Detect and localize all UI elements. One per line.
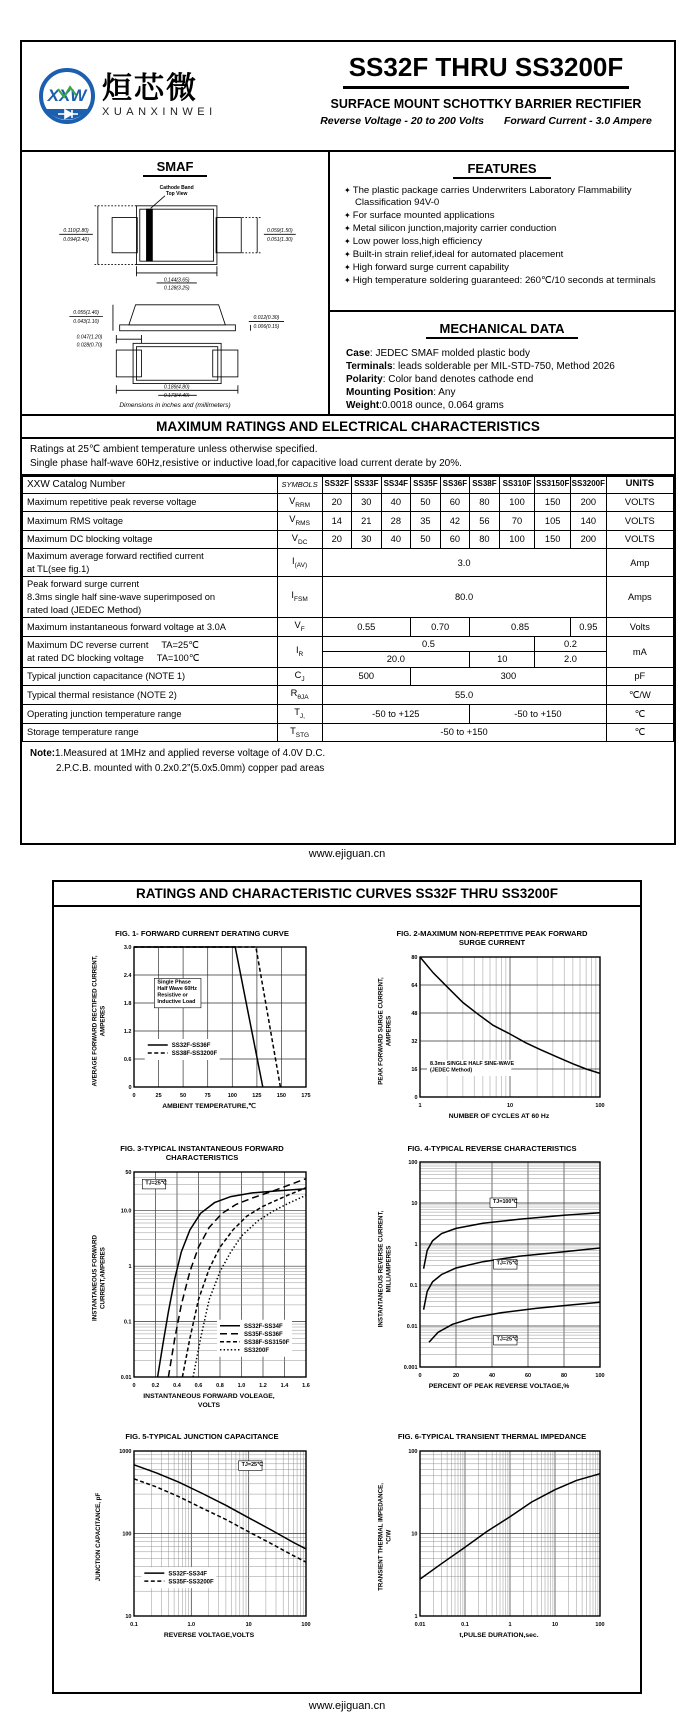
table-cell: 60	[440, 530, 470, 549]
dim-label: 0.012(0.30)	[253, 315, 280, 322]
x-tick-label: 0.1	[460, 1621, 469, 1628]
bullet-icon: ✦	[344, 275, 351, 285]
table-row	[23, 618, 674, 637]
table-cell: 80	[470, 530, 500, 549]
x-tick-label: 10	[245, 1621, 252, 1628]
x-tick-label: 75	[204, 1093, 211, 1100]
table-cell: 2.0	[535, 652, 606, 668]
note-line-1: Note:1.Measured at 1MHz and applied reverse voltage of 4.0V D.C.	[30, 748, 326, 760]
column-header: SYMBOLS	[277, 477, 322, 494]
feature-item: ✦ Built-in strain relief,ideal for automated placement	[344, 248, 564, 260]
row-unit: Amp	[606, 549, 673, 577]
row-unit: pF	[606, 667, 673, 686]
svg-text:Resistive or: Resistive or	[156, 993, 188, 1000]
row-label: Maximum average forward rectified current at TL(see fig.1)	[23, 549, 278, 577]
website-url: www.ejiguan.cn	[308, 848, 386, 860]
column-header-part: SS3200F	[571, 477, 607, 494]
bullet-icon: ✦	[344, 223, 351, 233]
x-tick-label: 100	[300, 1621, 311, 1628]
legend-entry: SS35F-SS3200F	[167, 1579, 214, 1586]
mech-line-mounting: Mounting Position: Any	[346, 387, 456, 398]
note-line-2: 2.P.C.B. mounted with 0.2x0.2”(5.0x5.0mm) copper pad areas	[56, 763, 325, 775]
chart-legend	[217, 1320, 292, 1357]
table-cell: 500	[322, 667, 411, 686]
tagline-forward-current: Forward Current - 3.0 Ampere	[503, 115, 652, 127]
fig4-chart	[393, 1156, 608, 1381]
logo-block	[22, 42, 298, 150]
chart-legend	[141, 1567, 216, 1588]
table-cell: 55.0	[322, 686, 606, 705]
condition-line-2: Single phase half-wave 60Hz,resistive or inductive load,for capacitive load current derate by 20%.	[30, 457, 462, 469]
y-tick-label: 1000	[118, 1448, 131, 1455]
row-label: Storage temperature range	[23, 723, 278, 742]
datasheet-page-2	[52, 880, 642, 1694]
chart-annotation	[142, 1179, 167, 1189]
legend-entry: SS32F-SS34F	[243, 1323, 283, 1330]
bullet-icon: ✦	[344, 249, 351, 259]
y-tick-label: 0.001	[403, 1365, 417, 1372]
figure-title: FIG. 1- FORWARD CURRENT DERATING CURVE	[115, 929, 289, 938]
column-header-part: SS33F	[352, 477, 382, 494]
table-cell: 56	[470, 512, 500, 531]
bullet-icon: ✦	[344, 236, 351, 246]
row-symbol: $V_{RMS}$	[277, 512, 322, 531]
figure-peak-forward-surge	[348, 929, 636, 1122]
figure-y-axis-label: INSTANTANEOUS FORWARD CURRENT,AMPERES	[90, 1235, 106, 1322]
y-tick-label: 48	[410, 1010, 417, 1017]
table-cell: 20	[322, 530, 352, 549]
ratings-table-grid	[22, 476, 674, 742]
x-tick-label: 175	[300, 1093, 311, 1100]
row-label: Maximum RMS voltage	[23, 512, 278, 531]
y-tick-label: 10.0	[120, 1208, 131, 1215]
table-cell: 200	[571, 530, 607, 549]
figure-title: FIG. 2-MAXIMUM NON-REPETITIVE PEAK FORWARD SURGE CURRENT	[396, 929, 588, 948]
table-cell: 100	[499, 530, 535, 549]
figure-junction-capacitance	[58, 1432, 346, 1640]
package-drawing	[49, 179, 301, 397]
dim-label: 0.006(0.15)	[253, 324, 280, 331]
table-cell: 30	[352, 530, 382, 549]
figure-x-axis-label: t,PULSE DURATION,sec.	[459, 1631, 539, 1639]
table-cell: -50 to +150	[322, 723, 606, 742]
y-tick-label: 64	[410, 982, 417, 989]
table-cell: 0.70	[411, 618, 470, 637]
table-cell: 0.85	[470, 618, 571, 637]
svg-text:TJ=100℃: TJ=100℃	[492, 1199, 517, 1206]
table-cell: 150	[535, 493, 571, 512]
table-row	[23, 549, 674, 577]
feature-item: ✦ High forward surge current capability	[344, 261, 509, 273]
feature-item: ✦ The plastic package carries Underwriters Laboratory Flammability Classification 94V-0	[344, 185, 632, 208]
figures-grid	[54, 907, 640, 1641]
table-cell: 0.95	[571, 618, 607, 637]
page-subtitle: SURFACE MOUNT SCHOTTKY BARRIER RECTIFIER	[330, 97, 642, 111]
table-cell: 40	[381, 493, 411, 512]
table-cell: 21	[352, 512, 382, 531]
y-tick-label: 1.8	[123, 1001, 131, 1008]
figure-x-axis-label: INSTANTANEOUS FORWARD VOLEAGE, VOLTS	[143, 1392, 275, 1409]
table-cell: 50	[411, 530, 441, 549]
figure-x-axis-label: NUMBER OF CYCLES AT 60 Hz	[448, 1112, 550, 1120]
column-header-part: SS3150F	[535, 477, 571, 494]
dim-label: 0.110(2.80)	[63, 227, 89, 234]
chart-legend	[144, 1039, 219, 1060]
y-tick-label: 80	[410, 954, 417, 961]
table-cell: -50 to +125	[322, 705, 470, 724]
figure-y-axis-label: TRANSIENT THERMAL IMPEDANCE, °C/W	[376, 1483, 392, 1592]
table-row	[23, 636, 674, 652]
row-symbol: $V_{DC}$	[277, 530, 322, 549]
dim-label: 0.028(0.70)	[76, 342, 103, 349]
dim-label: 0.047(1.20)	[76, 334, 103, 341]
row-symbol: $T_{J,}$	[277, 705, 322, 724]
condition-line-1: Ratings at 25℃ ambient temperature unless otherwise specified.	[30, 444, 318, 455]
dim-label: 0.189(4.80)	[163, 384, 190, 391]
y-tick-label: 100	[121, 1531, 131, 1538]
table-cell: 100	[499, 493, 535, 512]
dim-label: 0.051(1.30)	[266, 237, 293, 244]
dimensions-note: Dimensions in inches and (millimeters)	[119, 402, 231, 409]
x-tick-label: 0.1	[129, 1621, 138, 1628]
dim-label: 0.128(3.25)	[163, 285, 190, 292]
features-list	[344, 185, 668, 287]
table-row	[23, 723, 674, 742]
column-header-part: SS35F	[411, 477, 441, 494]
row-symbol: $I_{(AV)}$	[277, 549, 322, 577]
dim-label: 0.144(3.65)	[163, 277, 190, 284]
page-tagline	[298, 115, 674, 127]
x-tick-label: 150	[276, 1093, 286, 1100]
legend-entry: SS38F-SS3200F	[171, 1051, 217, 1058]
x-tick-label: 25	[155, 1093, 162, 1100]
y-tick-label: 10	[124, 1613, 131, 1620]
figure-x-axis-label: AMBIENT TEMPERATURE,℃	[162, 1103, 256, 1111]
x-tick-label: 10	[506, 1102, 513, 1109]
ratings-heading: MAXIMUM RATINGS AND ELECTRICAL CHARACTERISTICS	[22, 416, 674, 439]
x-tick-label: 100	[227, 1093, 237, 1100]
y-tick-label: 10	[410, 1531, 417, 1538]
feature-item: ✦ Metal silicon junction,majority carrier conduction	[344, 222, 557, 234]
table-cell: 3.0	[322, 549, 606, 577]
row-symbol: $C_J$	[277, 667, 322, 686]
table-row	[23, 493, 674, 512]
legend-entry: SS3200F	[243, 1347, 269, 1354]
svg-text:Half Wave 60Hz: Half Wave 60Hz	[156, 986, 197, 993]
table-cell: 60	[440, 493, 470, 512]
y-tick-label: 0.01	[120, 1374, 131, 1381]
title-block	[298, 42, 674, 150]
table-cell: 80	[470, 493, 500, 512]
row-label: Typical thermal resistance (NOTE 2)	[23, 686, 278, 705]
tagline-reverse-voltage: Reverse Voltage - 20 to 200 Volts	[320, 115, 484, 127]
column-header-part: SS38F	[470, 477, 500, 494]
dim-label: 0.094(2.40)	[63, 237, 89, 244]
dim-label: 0.173(4.40)	[163, 393, 190, 397]
notes-section	[22, 742, 674, 781]
svg-text:TJ=25℃: TJ=25℃	[496, 1336, 518, 1343]
x-tick-label: 50	[179, 1093, 186, 1100]
y-tick-label: 0	[413, 1094, 417, 1101]
x-tick-label: 20	[452, 1373, 459, 1380]
website-url: www.ejiguan.cn	[308, 1700, 386, 1712]
column-header-part: SS34F	[381, 477, 411, 494]
figure-transient-thermal-impedance	[348, 1432, 636, 1640]
column-header-part: SS36F	[440, 477, 470, 494]
row-label: Maximum DC blocking voltage	[23, 530, 278, 549]
logo-monogram: XXW	[47, 86, 87, 105]
row-unit: Volts	[606, 618, 673, 637]
row-label: Maximum repetitive peak reverse voltage	[23, 493, 278, 512]
svg-text:8.3ms SINGLE HALF SINE-WAVE: 8.3ms SINGLE HALF SINE-WAVE	[429, 1060, 514, 1067]
column-header: XXW Catalog Number	[23, 477, 278, 494]
feature-item: ✦ Low power loss,high efficiency	[344, 235, 483, 247]
mech-line-polarity: Polarity: Color band denotes cathode end	[346, 374, 534, 385]
x-tick-label: 100	[594, 1102, 605, 1109]
table-cell: 105	[535, 512, 571, 531]
y-tick-label: 0.6	[123, 1057, 131, 1064]
callout-cathode-band: Cathode Band	[159, 185, 194, 192]
series-SS32F-SS36F	[134, 947, 263, 1087]
table-row	[23, 530, 674, 549]
x-tick-label: 0.4	[172, 1382, 181, 1389]
row-unit: Amps	[606, 577, 673, 618]
fig5-chart	[107, 1445, 314, 1630]
table-header-row	[23, 477, 674, 494]
x-tick-label: 80	[560, 1373, 567, 1380]
table-row	[23, 705, 674, 724]
row-label: Maximum DC reverse current TA=25℃ at rated DC blocking voltage TA=100℃	[23, 636, 278, 667]
table-cell: 0.2	[535, 636, 606, 652]
fig1-chart	[107, 941, 314, 1101]
x-tick-label: 60	[524, 1373, 531, 1380]
figure-y-axis-label: AVERAGE FORWARD RECTIFIED CURRENT, AMPERES	[90, 955, 106, 1088]
table-cell: 300	[411, 667, 607, 686]
bullet-icon: ✦	[344, 262, 351, 272]
feature-item: ✦ For surface mounted applications	[344, 209, 495, 221]
y-tick-label: 1	[413, 1613, 417, 1620]
column-header: UNITS	[606, 477, 673, 494]
datasheet-page-1	[20, 40, 676, 845]
row-symbol: $I_R$	[277, 636, 322, 667]
x-tick-label: 0.01	[414, 1621, 425, 1628]
row-unit: ℃	[606, 723, 673, 742]
table-cell: 30	[352, 493, 382, 512]
x-tick-label: 40	[488, 1373, 495, 1380]
chart-annotation	[490, 1198, 518, 1208]
chart-annotation	[427, 1060, 514, 1076]
figure-title: FIG. 3-TYPICAL INSTANTANEOUS FORWARD CHARACTERISTICS	[120, 1143, 284, 1163]
legend-entry: SS38F-SS3150F	[243, 1339, 289, 1346]
x-tick-label: 1	[507, 1621, 512, 1628]
svg-text:Inductive Load: Inductive Load	[156, 999, 195, 1006]
figure-y-axis-label: INSTANTANEOUS REVERSE CURRENT, MILLIAMPERES	[376, 1210, 392, 1328]
x-tick-label: 1.4	[280, 1382, 288, 1389]
chart-annotation	[493, 1336, 517, 1346]
table-cell: 42	[440, 512, 470, 531]
mech-line-weight: Weight:0.0018 ounce, 0.064 grams	[346, 400, 504, 411]
y-tick-label: 100	[407, 1160, 417, 1167]
curves-heading: RATINGS AND CHARACTERISTIC CURVES SS32F THRU SS3200F	[54, 882, 640, 907]
header	[22, 42, 674, 152]
figure-y-axis-label: JUNCTION CAPACITANCE, pF	[94, 1493, 102, 1582]
svg-text:TJ=75℃: TJ=75℃	[496, 1260, 518, 1267]
table-cell: 20.0	[322, 652, 470, 668]
ratings-conditions	[22, 439, 674, 476]
table-row	[23, 512, 674, 531]
callout-top-view: Top View	[165, 190, 188, 197]
package-outline-section	[22, 152, 330, 414]
fig6-chart	[393, 1445, 608, 1630]
row-symbol: $T_{STG}$	[277, 723, 322, 742]
table-cell: 80.0	[322, 577, 606, 618]
figure-x-axis-label: REVERSE VOLTAGE,VOLTS	[163, 1631, 255, 1639]
x-tick-label: 1.2	[258, 1382, 267, 1389]
ratings-table	[22, 476, 674, 742]
x-tick-label: 125	[251, 1093, 261, 1100]
table-cell: 50	[411, 493, 441, 512]
table-row	[23, 686, 674, 705]
series-SS35F-SS3200F	[134, 1479, 306, 1562]
table-row	[23, 667, 674, 686]
page-title: SS32F THRU SS3200F	[343, 52, 630, 89]
bullet-icon: ✦	[344, 210, 351, 220]
y-tick-label: 100	[407, 1448, 417, 1455]
x-tick-label: 0.6	[194, 1382, 202, 1389]
x-tick-label: 0.8	[215, 1382, 224, 1389]
row-unit: VOLTS	[606, 493, 673, 512]
y-tick-label: 0	[127, 1085, 131, 1092]
table-cell: 0.55	[322, 618, 411, 637]
row-unit: ℃/W	[606, 686, 673, 705]
table-cell: 40	[381, 530, 411, 549]
x-tick-label: 1.0	[237, 1382, 245, 1389]
row-label: Typical junction capacitance (NOTE 1)	[23, 667, 278, 686]
table-cell: 14	[322, 512, 352, 531]
y-tick-label: 16	[410, 1066, 417, 1073]
y-tick-label: 1	[413, 1242, 417, 1249]
row-symbol: $I_{FSM}$	[277, 577, 322, 618]
x-tick-label: 100	[594, 1373, 605, 1380]
y-tick-label: 0.1	[409, 1283, 417, 1290]
x-tick-label: 0	[131, 1382, 136, 1389]
mechanical-data-section	[330, 312, 674, 414]
table-cell: 70	[499, 512, 535, 531]
figure-reverse-characteristics	[348, 1144, 636, 1411]
mechanical-heading: MECHANICAL DATA	[426, 321, 579, 339]
y-tick-label: 50	[124, 1169, 131, 1176]
x-tick-label: 1.0	[186, 1621, 195, 1628]
column-header-part: SS32F	[322, 477, 352, 494]
figure-x-axis-label: PERCENT OF PEAK REVERSE VOLTAGE,%	[428, 1383, 570, 1391]
series-SS32F-SS34F	[134, 1465, 306, 1549]
table-cell: 150	[535, 530, 571, 549]
figure-title: FIG. 6-TYPICAL TRANSIENT THERMAL IMPEDANCE	[397, 1432, 587, 1442]
svg-text:TJ=25℃: TJ=25℃	[144, 1180, 167, 1187]
chart-annotation	[154, 979, 201, 1008]
features-section	[330, 152, 674, 312]
y-tick-label: 32	[410, 1038, 417, 1045]
features-heading: FEATURES	[453, 161, 550, 179]
svg-text:TJ=25℃: TJ=25℃	[241, 1461, 263, 1468]
row-symbol: $R_{\theta JA}$	[277, 686, 322, 705]
column-header-part: SS310F	[499, 477, 535, 494]
y-tick-label: 1.2	[123, 1029, 131, 1036]
feature-item: ✦ High temperature soldering guaranteed: 260℃/10 seconds at terminals	[344, 274, 656, 286]
x-tick-label: 0.2	[151, 1382, 159, 1389]
mech-line-terminals: Terminals: leads solderable per MIL-STD-750, Method 2026	[346, 361, 615, 372]
row-unit: VOLTS	[606, 530, 673, 549]
dim-label: 0.059(1.50)	[266, 227, 293, 234]
table-cell: 10	[470, 652, 535, 668]
y-tick-label: 10	[410, 1201, 417, 1208]
bullet-icon: ✦	[344, 186, 351, 195]
row-symbol: $V_{RRM}$	[277, 493, 322, 512]
row-symbol: $V_F$	[277, 618, 322, 637]
x-tick-label: 10	[551, 1621, 558, 1628]
svg-text:Single Phase: Single Phase	[156, 979, 191, 986]
y-tick-label: 0.1	[123, 1319, 131, 1326]
chart-annotation	[493, 1260, 517, 1270]
row-label: Peak forward surge current 8.3ms single half sine-wave superimposed on rated load (JEDEC Method)	[23, 577, 278, 618]
dim-label: 0.043(1.10)	[73, 319, 99, 326]
fig3-chart	[107, 1166, 314, 1391]
table-cell: 28	[381, 512, 411, 531]
figure-y-axis-label: PEAK FORWARD SURGE CURRENT, AMPERES	[376, 977, 392, 1085]
x-tick-label: 0	[417, 1373, 422, 1380]
table-cell: 0.5	[322, 636, 535, 652]
x-tick-label: 1	[417, 1102, 422, 1109]
xxw-logo-icon	[38, 67, 96, 125]
fig2-chart	[393, 951, 608, 1111]
brand-name-en: XUANXINWEI	[102, 106, 217, 118]
figure-title: FIG. 4-TYPICAL REVERSE CHARACTERISTICS	[407, 1143, 577, 1153]
chart-annotation	[238, 1461, 263, 1471]
row-label: Maximum instantaneous forward voltage at 3.0A	[23, 618, 278, 637]
legend-entry: SS32F-SS36F	[171, 1043, 210, 1050]
y-tick-label: 1	[127, 1263, 131, 1270]
row-unit: ℃	[606, 705, 673, 724]
table-cell: 140	[571, 512, 607, 531]
x-tick-label: 1.6	[301, 1382, 310, 1389]
legend-entry: SS32F-SS34F	[167, 1571, 207, 1578]
row-unit: mA	[606, 636, 673, 667]
legend-entry: SS35F-SS36F	[243, 1331, 283, 1338]
row-label: Operating junction temperature range	[23, 705, 278, 724]
row-unit: VOLTS	[606, 512, 673, 531]
package-name: SMAF	[143, 159, 208, 177]
figure-title: FIG. 5-TYPICAL JUNCTION CAPACITANCE	[125, 1432, 279, 1442]
figure-forward-current-derating	[58, 929, 346, 1122]
mech-line-case: Case: JEDEC SMAF molded plastic body	[346, 348, 530, 359]
y-tick-label: 3.0	[123, 945, 131, 952]
x-tick-label: 100	[594, 1621, 605, 1628]
dim-label: 0.055(1.40)	[73, 309, 99, 316]
y-tick-label: 0.01	[406, 1324, 417, 1331]
table-cell: 20	[322, 493, 352, 512]
table-cell: 200	[571, 493, 607, 512]
table-row	[23, 577, 674, 618]
brand-name-cn: 烜芯微	[102, 72, 198, 105]
table-cell: 35	[411, 512, 441, 531]
table-cell: -50 to +150	[470, 705, 607, 724]
svg-text:(JEDEC Method): (JEDEC Method)	[429, 1067, 472, 1074]
x-tick-label: 0	[131, 1093, 136, 1100]
series-TJ=75C	[423, 1248, 599, 1310]
y-tick-label: 2.4	[123, 973, 131, 980]
figure-forward-characteristics	[58, 1144, 346, 1411]
